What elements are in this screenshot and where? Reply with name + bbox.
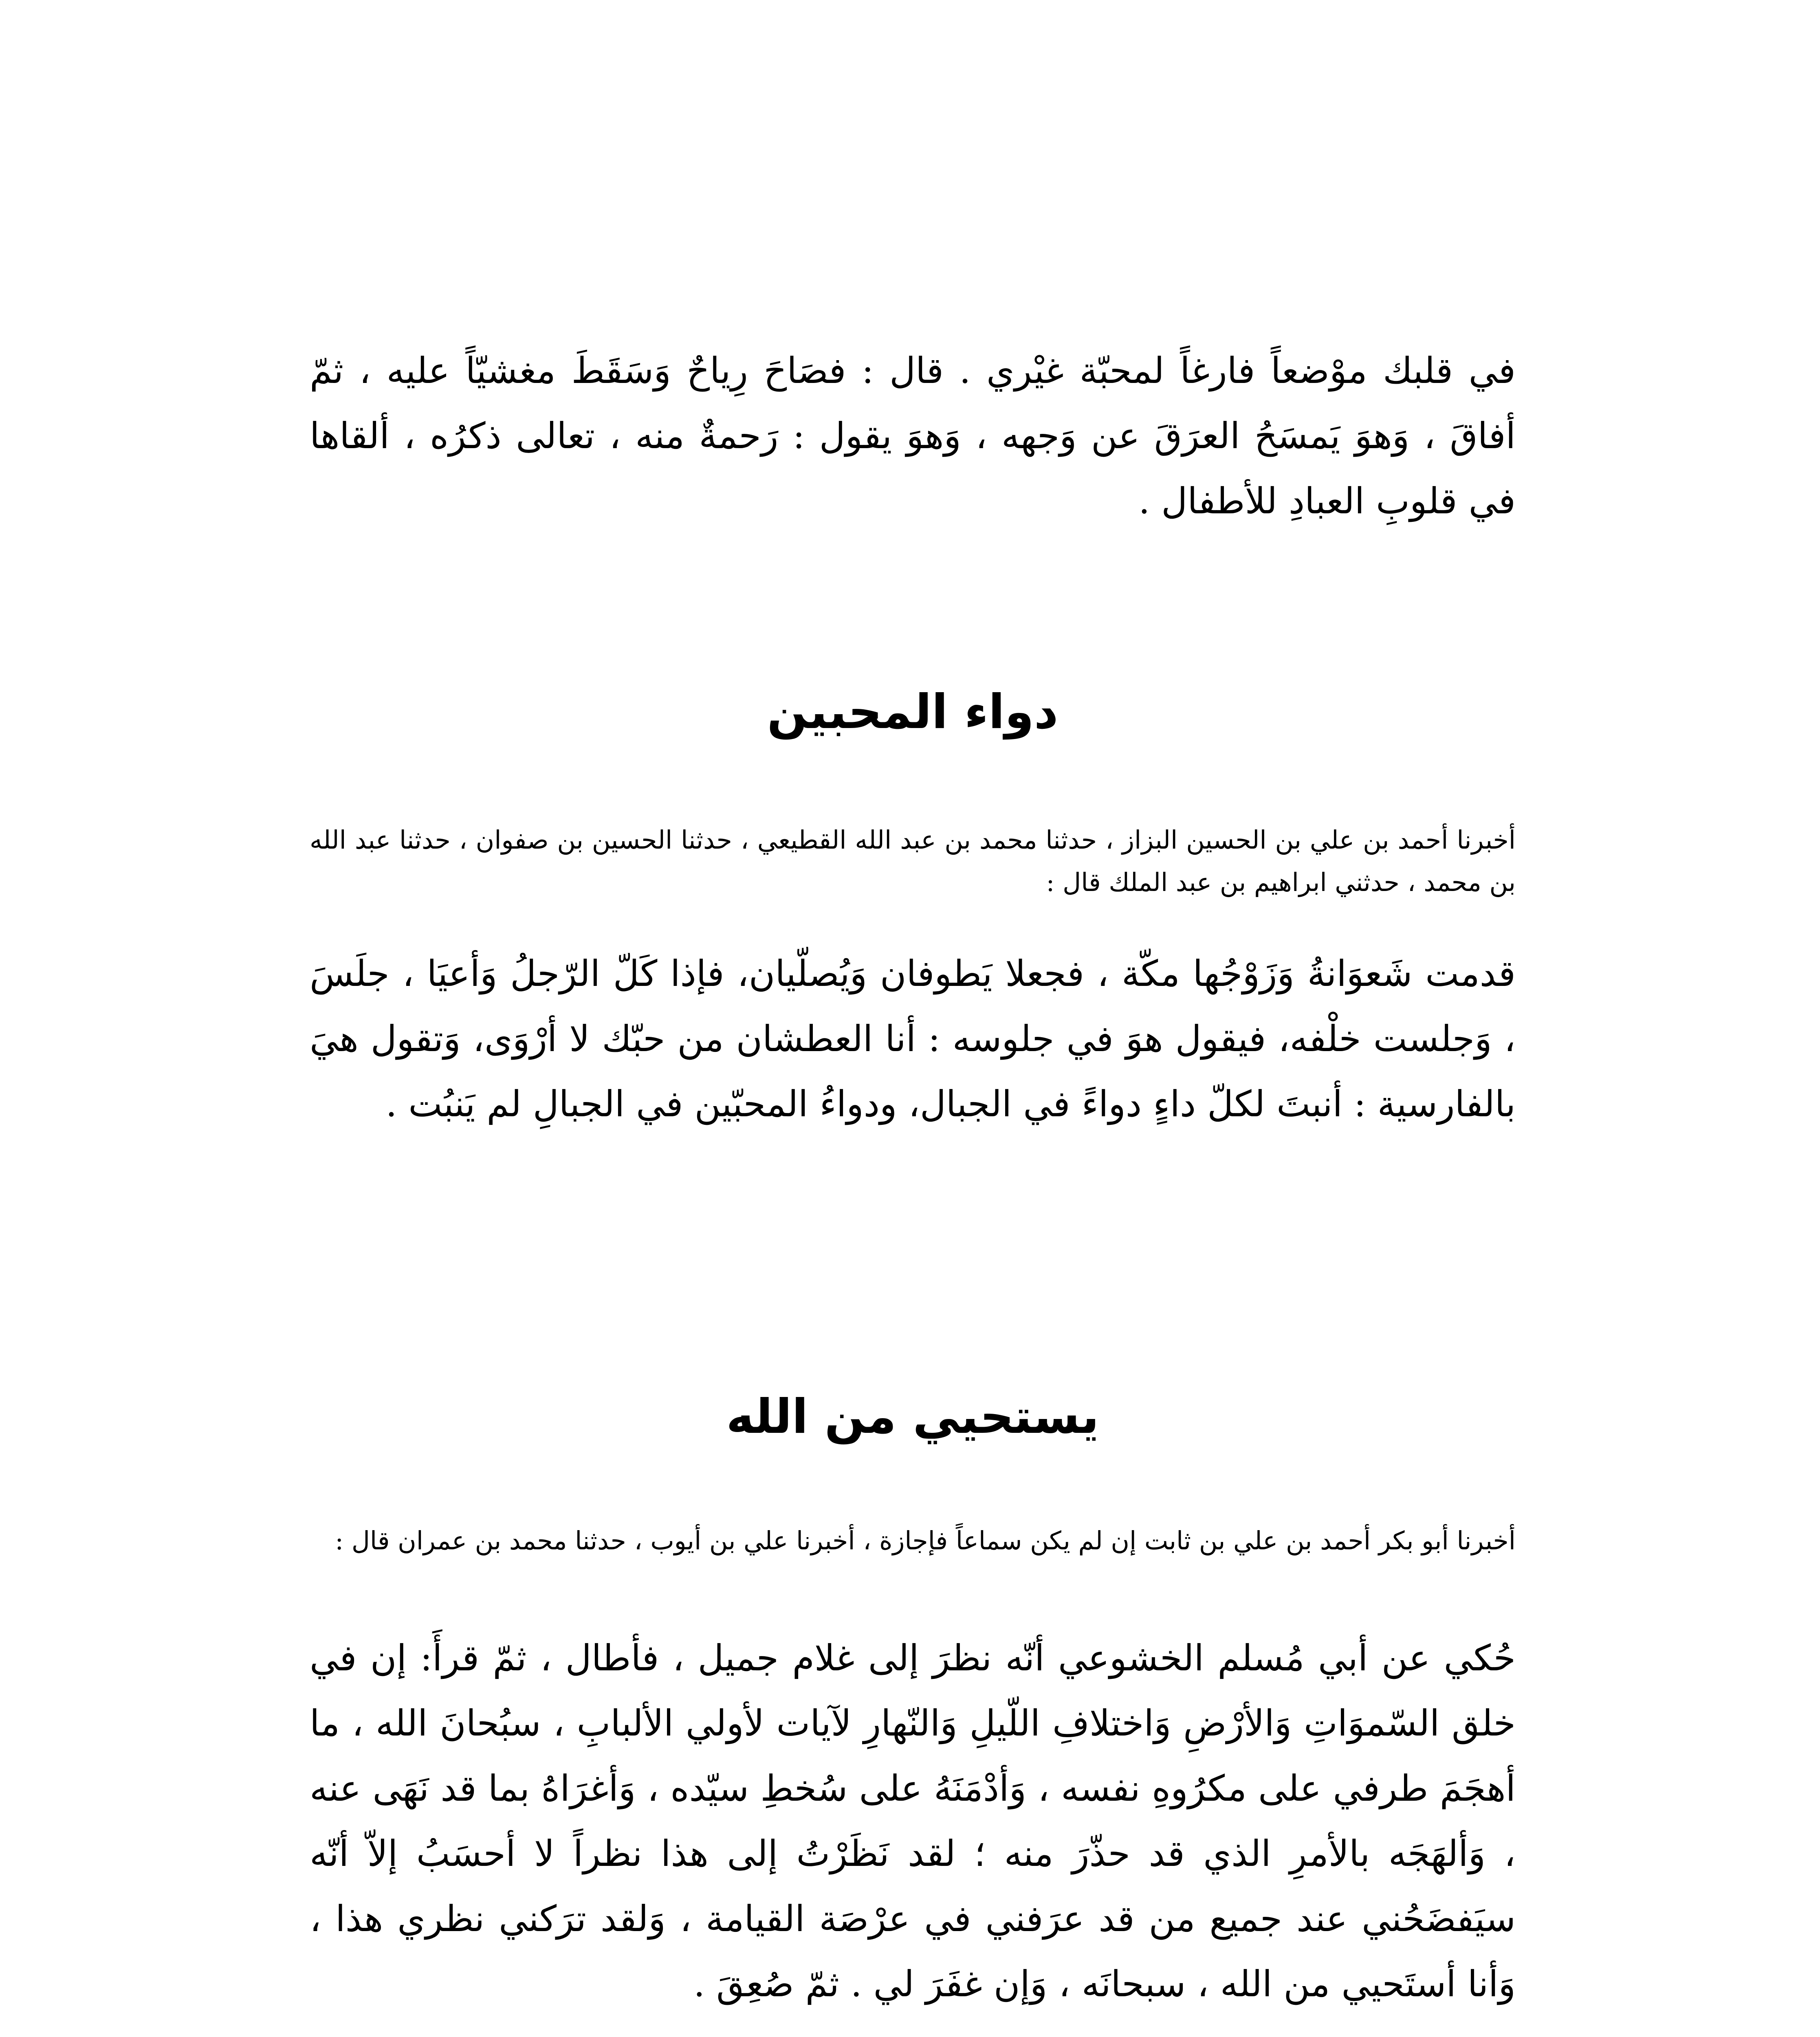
section-1-isnad: أخبرنا أحمد بن علي بن الحسين البزاز ، حدثنا محمد بن عبد الله القطيعي ، حدثنا الحسين بن صفوان ، حدثنا عبد الله بن محمد ، حدثني ابراهيم بن عبد الملك قال : — [310, 825, 1516, 897]
opening-paragraph: في قلبك موْضعاً فارغاً لمحبّة غيْري . قال : فصَاحَ رِياحٌ وَسَقَطَ مغشيّاً عليه ، ثمّ أفاقَ ، وَهوَ يَمسَحُ العرَقَ عن وَجهه ، وَهوَ يقول : رَحمةٌ منه ، تعالى ذكرُه ، ألقاها في قلوبِ العبادِ للأطفال . — [310, 350, 1516, 522]
section-2-narration: حُكي عن أبي مُسلم الخشوعي أنّه نظرَ إلى غلام جميل ، فأطال ، ثمّ قرأَ: إن في خلق السّموَاتِ وَالأرْضِ وَاختلافِ اللّيلِ وَالنّهارِ لآيات لأولي الألبابِ ، سبُحانَ الله ، ما أهجَمَ طرفي على مكرُوهِ نفسه ، وَأدْمَنَهُ على سُخطِ سيّده ، وَأغرَاهُ بما قد نَهَى عنه ، وَألهَجَه بالأمرِ الذي قد حذّرَ منه ؛ لقد نَظَرْتُ إلى هذا نظراً لا أحسَبُ إلاّ أنّه سيَفضَحُني عند جميع من قد عرَفني في عرْصَة القيامة ، وَلقد ترَكني نظري هذا ، وَأنا أستَحيي من الله ، سبحانَه ، وَإن غفَرَ لي . ثمّ صُعِقَ . — [310, 1637, 1516, 2005]
section-heading-dawa-al-muhibbin: دواء المحبين — [767, 684, 1059, 739]
section-1-narration: قدمت شَعوَانةُ وَزَوْجُها مكّة ، فجعلا يَطوفان وَيُصلّيان، فإذا كَلّ الرّجلُ وَأعيَا ، جلَسَ ، وَجلست خلْفه، فيقول هوَ في جلوسه : أنا العطشان من حبّك لا أرْوَى، وَتقول هيَ بالفارسية : أنبتَ لكلّ داءٍ دواءً في الجبال، ودواءُ المحبّين في الجبالِ لم يَنبُت . — [310, 953, 1516, 1125]
section-heading-yastahyi-min-allah: يستحيي من الله — [726, 1389, 1099, 1444]
section-2-isnad: أخبرنا أبو بكر أحمد بن علي بن ثابت إن لم يكن سماعاً فإجازة ، أخبرنا علي بن أيوب ، حدثنا محمد بن عمران قال : — [335, 1526, 1516, 1555]
